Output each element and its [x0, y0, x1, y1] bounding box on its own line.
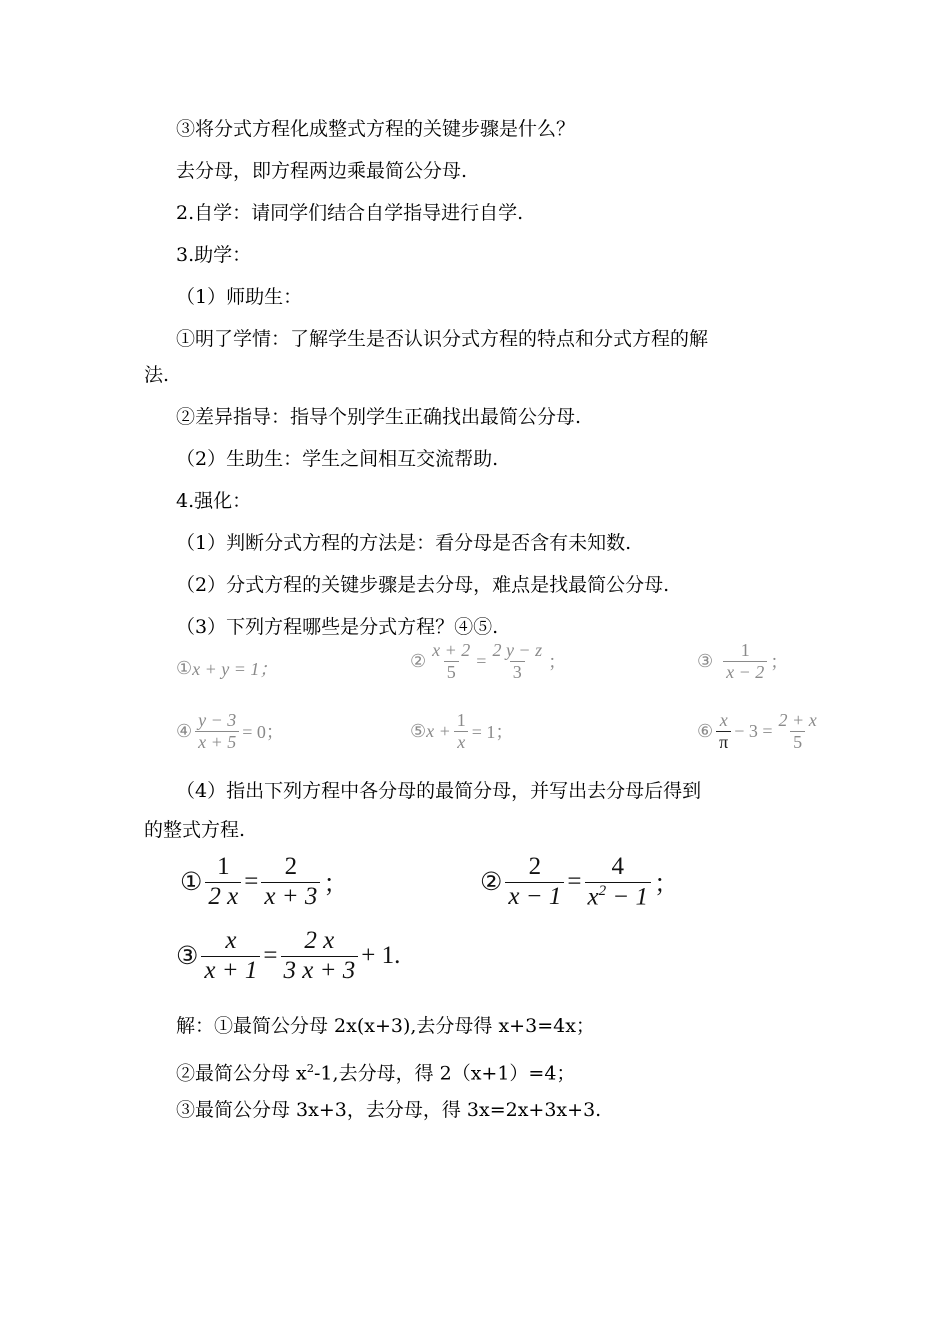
step-4-item-3: （3）下列方程哪些是分式方程？④⑤.: [176, 616, 499, 638]
fraction: [429, 640, 473, 682]
fraction: [454, 710, 469, 752]
solution-2-rest: -1,去分母，得 2（x+1）=4；: [314, 1062, 576, 1085]
denominator: 5: [444, 661, 459, 683]
step-3-item-1a-cont: 法.: [144, 364, 170, 386]
equation-a4: [176, 710, 284, 752]
semicolon: ；: [770, 652, 789, 673]
equation-tail: + 1.: [361, 942, 401, 970]
denominator: x + 1: [201, 956, 260, 986]
numerator: x: [225, 927, 237, 954]
step-3-heading: 3.助学：: [176, 244, 252, 266]
denominator-rest: − 1: [606, 883, 648, 911]
fraction: [261, 853, 320, 912]
denominator: 2 x: [205, 882, 241, 912]
numerator: 2: [528, 853, 542, 881]
fraction: [205, 853, 241, 912]
equation-body: x + y = 1；: [192, 659, 278, 679]
solution-1: 解：①最简公分母 2x(x+3),去分母得 x+3=4x；: [176, 1015, 595, 1037]
fraction: [489, 640, 545, 682]
equation-mark: ④: [176, 720, 193, 741]
numerator: 1: [740, 640, 750, 660]
step-4-item-4-cont: 的整式方程.: [144, 819, 246, 841]
step-3-item-1: （1）师助生：: [176, 286, 303, 308]
equation-mark: ⑤: [410, 720, 427, 741]
equation-mark: ①: [180, 869, 203, 897]
equation-prefix: x +: [426, 720, 451, 741]
step-4-heading: 4.强化：: [176, 490, 252, 512]
equation-mark: ⑥: [697, 720, 714, 741]
numerator: 2 + x: [778, 710, 817, 730]
equation-tail: = 1；: [471, 722, 514, 743]
numerator: x + 2: [432, 640, 471, 660]
equation-middle: − 3 =: [734, 720, 773, 741]
numerator: y − 3: [198, 710, 237, 730]
equals-sign: =: [244, 868, 259, 896]
step-4-item-1: （1）判断分式方程的方法是：看分母是否含有未知数.: [176, 532, 632, 554]
denominator: x + 5: [195, 731, 239, 753]
equation-b2: [480, 853, 679, 912]
fraction: [505, 853, 564, 912]
step-3-item-1b: ②差异指导：指导个别学生正确找出最简公分母.: [176, 406, 582, 428]
solution-2: [176, 1056, 575, 1085]
step-4-item-4: （4）指出下列方程中各分母的最简分母，并写出去分母后得到: [176, 780, 702, 802]
denominator: [585, 882, 651, 912]
denominator: 5: [790, 731, 805, 753]
equation-a1: [176, 654, 277, 682]
numerator: 4: [611, 853, 624, 880]
denominator: x − 2: [723, 661, 767, 683]
step-3-item-1a: ①明了学情：了解学生是否认识分式方程的特点和分式方程的解: [176, 328, 709, 350]
denominator: x − 1: [505, 882, 564, 912]
equation-a2: [410, 640, 566, 682]
semicolon: ；: [653, 871, 679, 899]
fraction: [201, 927, 260, 986]
fraction: [585, 853, 651, 912]
equals-sign: =: [263, 942, 278, 970]
solution-2-prefix: ②最简公分母 x: [176, 1062, 307, 1085]
denominator-base: x: [587, 883, 599, 911]
equation-mark: ②: [480, 869, 503, 897]
numerator: 1: [456, 710, 466, 730]
fraction: [776, 710, 820, 752]
equation-tail: = 0；: [242, 722, 284, 743]
equation-b1: [180, 853, 348, 912]
step-3-item-2: （2）生助生：学生之间相互交流帮助.: [176, 448, 499, 470]
denominator: 3 x + 3: [281, 956, 359, 986]
numerator: x: [719, 710, 728, 730]
answer-3: 去分母，即方程两边乘最简公分母.: [176, 160, 468, 182]
equation-mark: ③: [176, 943, 199, 971]
fraction: [723, 640, 767, 682]
denominator: 3: [510, 661, 525, 683]
denominator: π: [716, 731, 731, 753]
equals-sign: =: [476, 650, 487, 671]
fraction: [716, 710, 731, 752]
fraction: [195, 710, 239, 752]
numerator: 2: [284, 853, 298, 880]
denominator: x: [454, 731, 468, 753]
denominator: x + 3: [261, 882, 320, 912]
equals-sign: =: [567, 868, 582, 896]
semicolon: ；: [323, 871, 349, 899]
step-4-item-2: （2）分式方程的关键步骤是去分母，难点是找最简公分母.: [176, 574, 670, 596]
fraction: [281, 927, 359, 986]
numerator: 2 y − z: [492, 640, 543, 660]
equation-a3: [697, 640, 788, 682]
numerator: 1: [217, 853, 230, 880]
equation-b3: [176, 927, 400, 986]
equation-mark: ①: [176, 657, 193, 678]
semicolon: ；: [548, 652, 567, 673]
solution-2-exponent: 2: [306, 1061, 315, 1075]
equation-mark: ②: [410, 650, 427, 671]
step-2-self-study: 2.自学：请同学们结合自学指导进行自学.: [176, 202, 524, 224]
denominator-exponent: 2: [598, 882, 607, 899]
equation-mark: ③: [697, 650, 714, 671]
numerator: 2 x: [304, 927, 335, 954]
solution-3: ③最简公分母 3x+3，去分母，得 3x=2x+3x+3.: [176, 1099, 602, 1121]
equation-a6: [697, 710, 823, 752]
equation-a5: [410, 710, 513, 752]
question-3: ③将分式方程化成整式方程的关键步骤是什么？: [176, 118, 576, 140]
